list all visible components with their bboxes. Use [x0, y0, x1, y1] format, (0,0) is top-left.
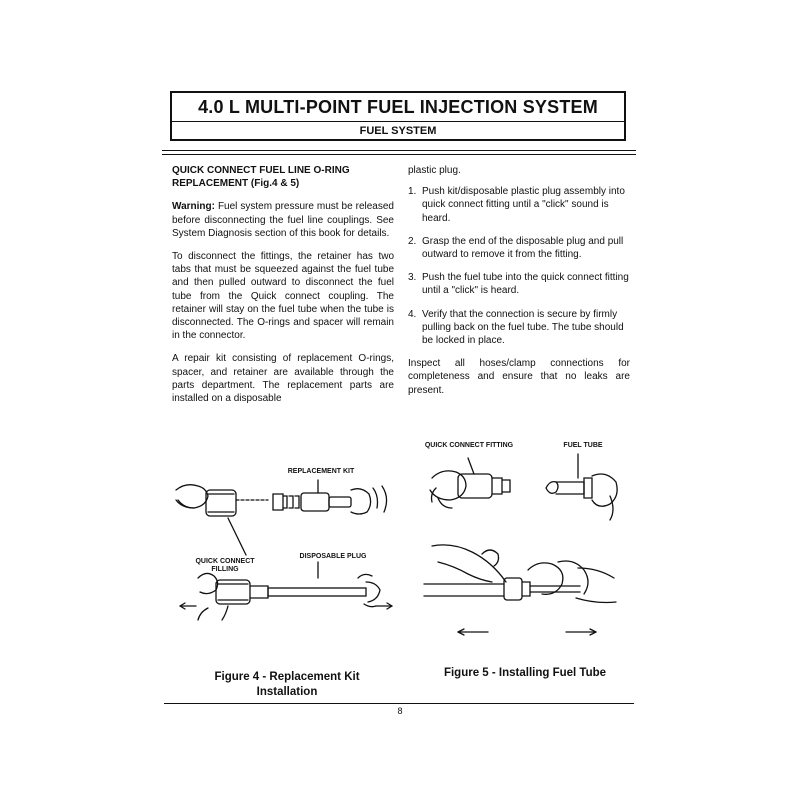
installing-fuel-tube-drawing [418, 438, 630, 648]
step-item [408, 271, 630, 297]
step-number: 3. [408, 272, 417, 284]
warning-paragraph [172, 200, 394, 240]
figure-4-caption-line2: Installation [256, 686, 318, 698]
repair-kit-paragraph: A repair kit consisting of replacement O-rings, spacer, and retainer are available through the parts department. The replacement parts are installed on a disposable [172, 353, 394, 405]
warning-label: Warning: [172, 201, 215, 213]
step-text: Grasp the end of the disposable plug and pull outward to remove it from the fitting. [422, 235, 624, 261]
figure-4-caption [192, 670, 382, 700]
step-text: Push kit/disposable plastic plug assembly into quick connect fitting until a "click" sound is heard. [422, 186, 625, 224]
header-rule-thin [162, 154, 636, 155]
step-item [408, 308, 630, 348]
step-text: Push the fuel tube into the quick connect fitting until a "click" is heard. [422, 272, 629, 297]
figure-4-illustration [168, 460, 396, 628]
title-box [170, 91, 626, 141]
steps-list [408, 185, 630, 347]
section-heading: QUICK CONNECT FUEL LINE O-RING REPLACEMENT (Fig.4 & 5) [172, 165, 350, 190]
page-number: 8 [397, 706, 403, 716]
header-rule-thick [162, 150, 636, 151]
fuel-tube-label: FUEL TUBE [563, 442, 603, 449]
footer-rule [164, 703, 634, 704]
figure-4-caption-line1: Figure 4 - Replacement Kit [214, 671, 360, 683]
quick-connect-fitting-label: QUICK CONNECT FITTING [424, 442, 514, 449]
step-number: 1. [408, 186, 417, 198]
step-text: Verify that the connection is secure by firmly pulling back on the fuel tube. The tube should be locked in place. [422, 308, 624, 347]
step-number: 2. [408, 235, 417, 247]
figure-5-illustration [418, 438, 630, 648]
warning-text: Fuel system pressure must be released before disconnecting the fuel line couplings. See System Diagnosis section of this book for details. [172, 201, 394, 239]
disposable-plug-label: DISPOSABLE PLUG [299, 553, 367, 560]
continuation-text: plastic plug. [408, 165, 461, 176]
replacement-kit-drawing [168, 460, 396, 628]
inspection-paragraph: Inspect all hoses/clamp connections for completeness and ensure that no leaks are present. [408, 358, 630, 396]
right-column [408, 164, 630, 407]
figure-5-caption: Figure 5 - Installing Fuel Tube [443, 667, 607, 679]
disconnect-paragraph: To disconnect the fittings, the retainer has two tabs that must be squeezed against the fuel tube and then pulled outward to disconnect the fuel tube from the Quick connect coupling. The retainer will stay on the fuel tube when the tube is disconnected. The O-rings and spacer will remain in the connector. [172, 251, 394, 342]
left-column [172, 164, 394, 415]
section-subtitle: FUEL SYSTEM [359, 125, 437, 137]
page-title: 4.0 L MULTI-POINT FUEL INJECTION SYSTEM [172, 93, 624, 122]
step-item [408, 185, 630, 225]
step-number: 4. [408, 308, 417, 320]
replacement-kit-label: REPLACEMENT KIT [287, 468, 355, 475]
step-item [408, 235, 630, 261]
quick-connect-filling-label: QUICK CONNECT FILLING [195, 558, 255, 573]
